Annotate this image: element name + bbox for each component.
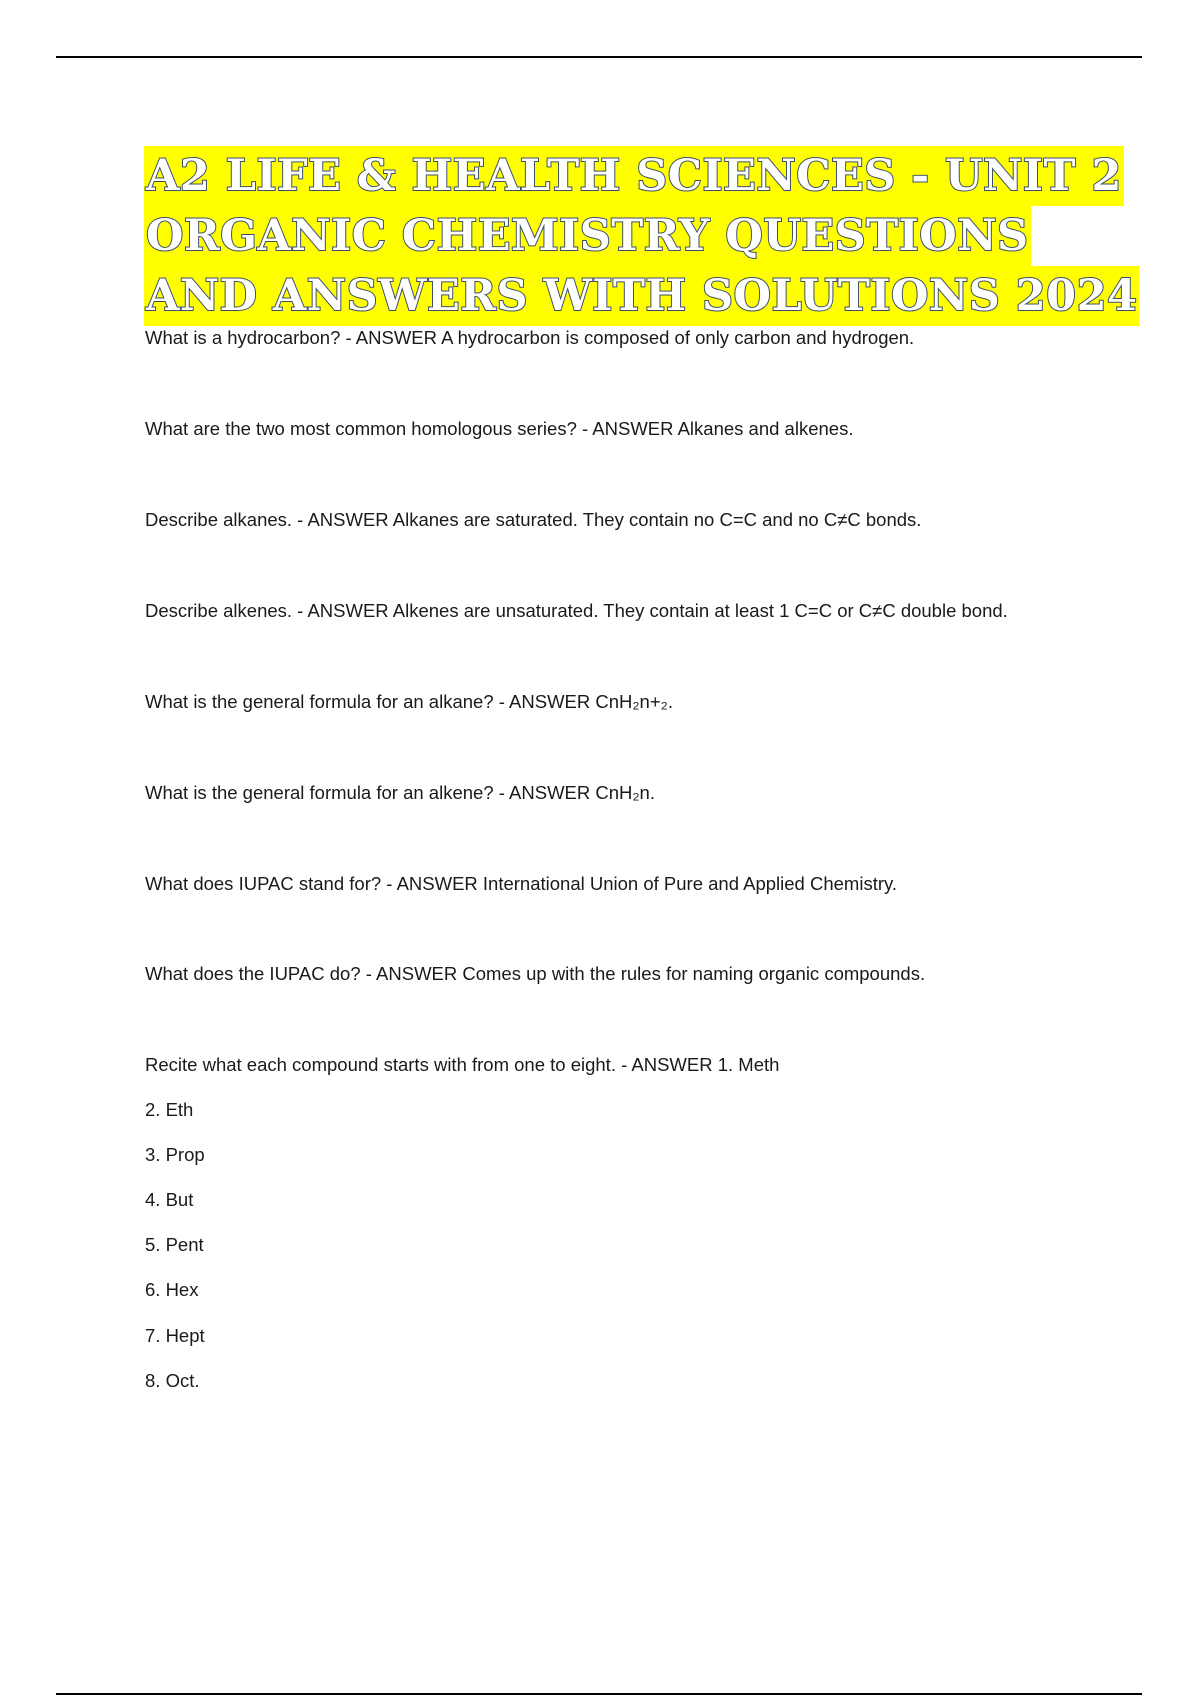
footer-rule bbox=[56, 1693, 1142, 1695]
list-item: 4. But bbox=[145, 1189, 194, 1210]
question-answer: Describe alkanes. - ANSWER Alkanes are saturated. They contain no C=C and no C≠C bonds. bbox=[145, 509, 922, 530]
title-line bbox=[144, 266, 1138, 326]
list-item: 6. Hex bbox=[145, 1279, 199, 1300]
question-answer: What does IUPAC stand for? - ANSWER International Union of Pure and Applied Chemistry. bbox=[145, 873, 898, 894]
header-rule bbox=[56, 56, 1142, 58]
document-title bbox=[144, 146, 1138, 326]
question-answer: What are the two most common homologous series? - ANSWER Alkanes and alkenes. bbox=[145, 418, 854, 439]
question-answer: What is the general formula for an alkane? - ANSWER CnH₂n+₂. bbox=[145, 691, 673, 712]
title-line bbox=[144, 206, 1084, 266]
question-answer: Recite what each compound starts with from one to eight. - ANSWER 1. Meth bbox=[145, 1054, 780, 1075]
list-item: 5. Pent bbox=[145, 1234, 204, 1255]
question-answer: What does the IUPAC do? - ANSWER Comes up with the rules for naming organic compounds. bbox=[145, 963, 926, 984]
question-answer: What is the general formula for an alkene? - ANSWER CnH₂n. bbox=[145, 782, 655, 803]
list-item: 2. Eth bbox=[145, 1099, 194, 1120]
list-item: 3. Prop bbox=[145, 1144, 205, 1165]
list-item: 8. Oct. bbox=[145, 1370, 200, 1391]
title-line-text: AND ANSWERS WITH SOLUTIONS 2024 bbox=[144, 266, 1139, 326]
question-answer: Describe alkenes. - ANSWER Alkenes are unsaturated. They contain at least 1 C=C or C≠C double bond. bbox=[145, 600, 1008, 621]
title-line-text: ORGANIC CHEMISTRY QUESTIONS bbox=[144, 206, 1031, 266]
title-line bbox=[144, 146, 1122, 206]
title-line-text: A2 LIFE & HEALTH SCIENCES - UNIT 2 bbox=[144, 146, 1124, 206]
question-answer: What is a hydrocarbon? - ANSWER A hydrocarbon is composed of only carbon and hydrogen. bbox=[145, 327, 915, 348]
list-item: 7. Hept bbox=[145, 1325, 205, 1346]
